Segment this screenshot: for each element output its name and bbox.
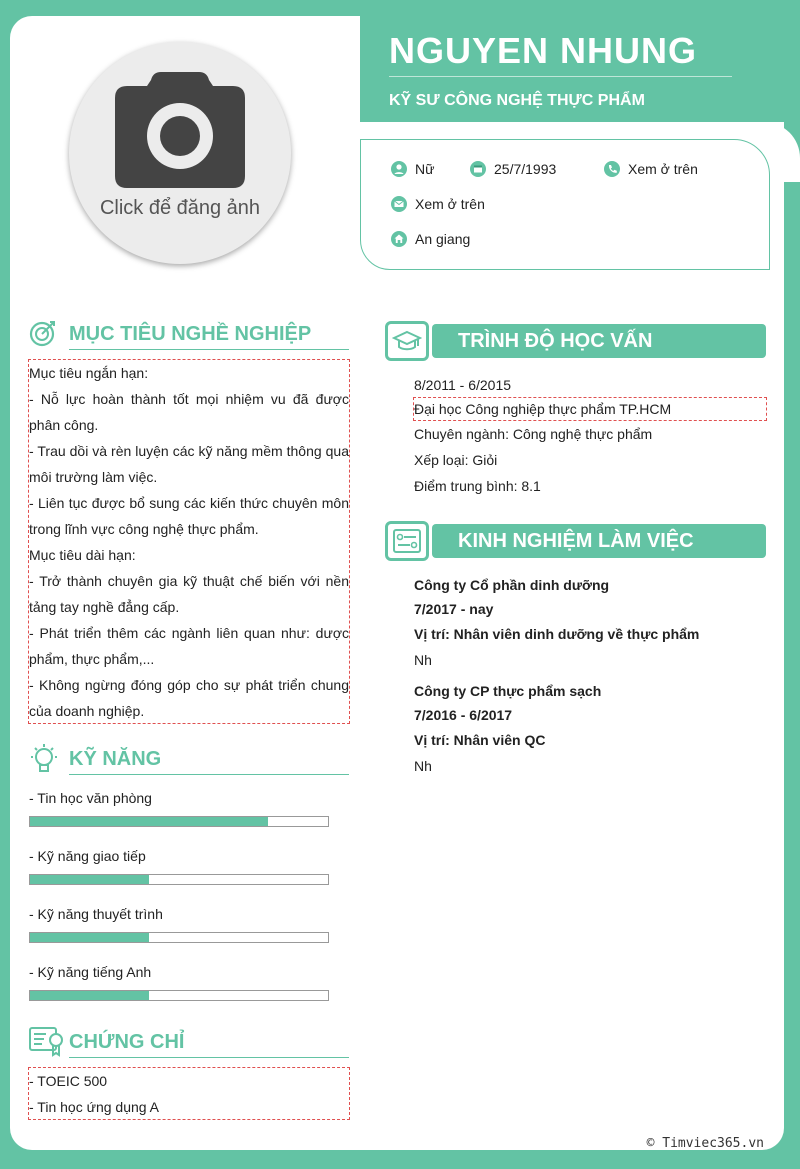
job-company: Công ty Cổ phần dinh dưỡng	[414, 577, 610, 593]
candidate-name[interactable]: NGUYEN NHUNG	[389, 30, 698, 71]
gender-value: Nữ	[415, 161, 435, 177]
birthday-field[interactable]	[470, 161, 556, 177]
address-value: An giang	[415, 231, 471, 247]
job-period: 7/2017 - nay	[414, 601, 494, 617]
objective-line: - Liên tục được bổ sung các kiến thức chuyên môn trong lĩnh vực công nghệ thực phẩm.	[29, 495, 349, 537]
skill-bar-fill	[30, 817, 268, 826]
skill-bar-fill	[30, 991, 149, 1000]
skill-bar	[29, 932, 329, 943]
skill-label: - Tin học văn phòng	[29, 790, 152, 806]
lightbulb-icon	[30, 743, 58, 775]
objective-text[interactable]	[28, 359, 350, 724]
skills-title: KỸ NĂNG	[69, 748, 162, 770]
job-company: Công ty CP thực phẩm sạch	[414, 683, 602, 699]
skill-label: - Kỹ năng giao tiếp	[29, 848, 146, 864]
certificates-divider	[69, 1057, 349, 1058]
graduation-cap-icon	[392, 329, 422, 353]
phone-field[interactable]	[604, 161, 698, 177]
skill-label: - Kỹ năng thuyết trình	[29, 906, 163, 922]
skill-bar-fill	[30, 875, 149, 884]
job-description: Nh	[414, 652, 432, 668]
objective-line: Mục tiêu ngắn hạn:	[29, 365, 149, 381]
user-icon	[391, 161, 407, 177]
job-description: Nh	[414, 758, 432, 774]
job-period: 7/2016 - 6/2017	[414, 707, 513, 723]
photo-upload[interactable]	[69, 42, 291, 264]
name-divider	[389, 76, 732, 77]
education-major: Chuyên ngành: Công nghệ thực phẩm	[414, 426, 653, 442]
skill-bar	[29, 874, 329, 885]
footer-credit: © Timviec365.vn	[646, 1136, 764, 1151]
objective-divider	[69, 349, 349, 350]
certificates-list[interactable]	[28, 1067, 350, 1120]
email-value: Xem ở trên	[415, 196, 485, 212]
skill-label: - Kỹ năng tiếng Anh	[29, 964, 152, 980]
objective-line: - Không ngừng đóng góp cho sự phát triển chung của doanh nghiệp.	[29, 677, 349, 719]
skill-bar	[29, 816, 329, 827]
birthday-value: 25/7/1993	[494, 161, 557, 177]
home-icon	[391, 231, 407, 247]
experience-title: KINH NGHIỆM LÀM VIỆC	[432, 524, 766, 558]
education-period: 8/2011 - 6/2015	[414, 377, 512, 393]
job-title[interactable]: KỸ SƯ CÔNG NGHỆ THỰC PHẨM	[389, 92, 645, 109]
education-title: TRÌNH ĐỘ HỌC VẤN	[432, 324, 766, 358]
calendar-icon	[470, 161, 486, 177]
job-position: Vị trí: Nhân viên dinh dưỡng về thực phẩm	[414, 626, 700, 642]
education-gpa: Điểm trung bình: 8.1	[414, 478, 541, 494]
email-field[interactable]	[391, 196, 485, 212]
objective-title: MỤC TIÊU NGHỀ NGHIỆP	[69, 323, 312, 345]
photo-upload-label: Click để đăng ảnh	[99, 197, 261, 219]
objective-line: - Nỗ lực hoàn thành tốt mọi nhiệm vu đã được phân công.	[29, 391, 349, 433]
target-icon	[29, 319, 57, 347]
skill-bar	[29, 990, 329, 1001]
education-icon-box	[385, 321, 429, 361]
job-position: Vị trí: Nhân viên QC	[414, 732, 546, 748]
certificates-title: CHỨNG CHỈ	[69, 1031, 185, 1053]
mail-icon	[391, 196, 407, 212]
experience-icon	[392, 528, 422, 554]
address-field[interactable]	[391, 231, 470, 247]
experience-icon-box	[385, 521, 429, 561]
skills-divider	[69, 774, 349, 775]
objective-line: - Trở thành chuyên gia kỹ thuật chế biến với nền tảng tay nghề đẳng cấp.	[29, 573, 349, 615]
objective-line: - Phát triển thêm các ngành liên quan như: dược phẩm, thực phẩm,...	[29, 625, 349, 667]
certificate-icon	[29, 1027, 65, 1057]
skill-bar-fill	[30, 933, 149, 942]
education-rank: Xếp loại: Giỏi	[414, 452, 498, 468]
objective-line: - Trau dồi và rèn luyện các kỹ năng mềm thông qua môi trường làm việc.	[29, 443, 349, 485]
objective-line: Mục tiêu dài hạn:	[29, 547, 136, 563]
phone-icon	[604, 161, 620, 177]
gender-field[interactable]	[391, 161, 434, 177]
certificate-item: - Tin học ứng dụng A	[29, 1099, 160, 1115]
phone-value: Xem ở trên	[628, 161, 698, 177]
camera-icon	[113, 70, 247, 190]
education-school: Đại học Công nghiệp thực phẩm TP.HCM	[414, 401, 672, 417]
certificate-item: - TOEIC 500	[29, 1073, 108, 1089]
